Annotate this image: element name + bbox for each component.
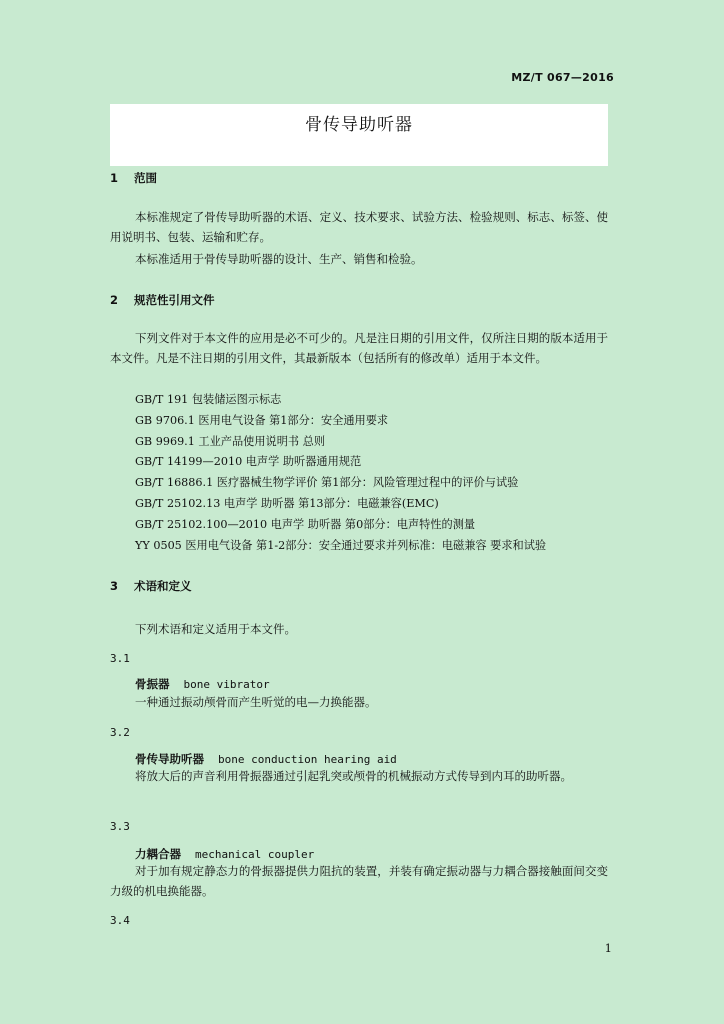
page-number: 1 [604, 941, 612, 955]
document-title: 骨传导助听器 [305, 115, 413, 135]
section-1-para-2: 本标准适用于骨传导助听器的设计、生产、销售和检验。 [135, 252, 423, 266]
term-number: 3.1 [110, 652, 130, 665]
section-1-para-1: 本标准规定了骨传导助听器的术语、定义、技术要求、试验方法、检验规则、标志、标签、使用说明书、包装、运输和贮存。 [110, 210, 608, 244]
reference-item: GB 9969.1 工业产品使用说明书 总则 [135, 434, 326, 448]
section-2-intro: 下列文件对于本文件的应用是必不可少的。凡是注日期的引用文件，仅所注日期的版本适用于本文件。凡是不注日期的引用文件，其最新版本（包括所有的修改单）适用于本文件。 [110, 331, 608, 365]
term-definition: 将放大后的声音利用骨振器通过引起乳突或颅骨的机械振动方式传导到内耳的助听器。 [135, 769, 572, 783]
term-definition: 一种通过振动颅骨而产生听觉的电—力换能器。 [135, 695, 377, 709]
term-en: bone vibrator [183, 678, 270, 691]
reference-item: GB/T 14199—2010 电声学 助听器通用规范 [135, 455, 362, 469]
term-heading [135, 846, 314, 862]
section-number: 3 [110, 579, 119, 593]
term-heading [135, 751, 397, 767]
title-box [110, 104, 608, 166]
section-2-heading [110, 292, 215, 308]
reference-item: GB/T 191 包装储运图示标志 [135, 393, 282, 406]
term-number: 3.4 [110, 914, 130, 927]
section-number: 1 [110, 171, 119, 185]
section-title: 规范性引用文件 [134, 293, 215, 307]
term-definition: 对于加有规定静态力的骨振器提供力阻抗的装置，并装有确定振动器与力耦合器接触面间交变力级的机电换能器。 [110, 864, 608, 898]
term-cn: 骨振器 [135, 677, 170, 691]
reference-item: GB/T 16886.1 医疗器械生物学评价 第1部分：风险管理过程中的评价与试验 [135, 476, 519, 490]
term-en: mechanical coupler [195, 848, 315, 861]
term-number: 3.3 [110, 820, 130, 833]
reference-list [135, 390, 546, 556]
term-en: bone conduction hearing aid [218, 753, 397, 766]
reference-item: GB/T 25102.13 电声学 助听器 第13部分：电磁兼容(EMC) [135, 496, 439, 510]
section-title: 术语和定义 [134, 579, 192, 593]
section-3-intro: 下列术语和定义适用于本文件。 [135, 622, 296, 636]
term-heading [135, 676, 270, 692]
section-title: 范围 [134, 171, 158, 185]
term-cn: 骨传导助听器 [135, 752, 204, 766]
section-3-heading [110, 578, 192, 594]
term-cn: 力耦合器 [135, 847, 181, 861]
section-number: 2 [110, 293, 119, 307]
document-code: MZ/T 067—2016 [511, 71, 614, 84]
section-1-heading [110, 170, 157, 186]
reference-item: YY 0505 医用电气设备 第1-2部分：安全通过要求并列标准：电磁兼容 要求和试验 [135, 538, 547, 552]
term-number: 3.2 [110, 726, 130, 739]
reference-item: GB 9706.1 医用电气设备 第1部分：安全通用要求 [135, 413, 389, 427]
reference-item: GB/T 25102.100—2010 电声学 助听器 第0部分：电声特性的测量 [135, 517, 476, 531]
